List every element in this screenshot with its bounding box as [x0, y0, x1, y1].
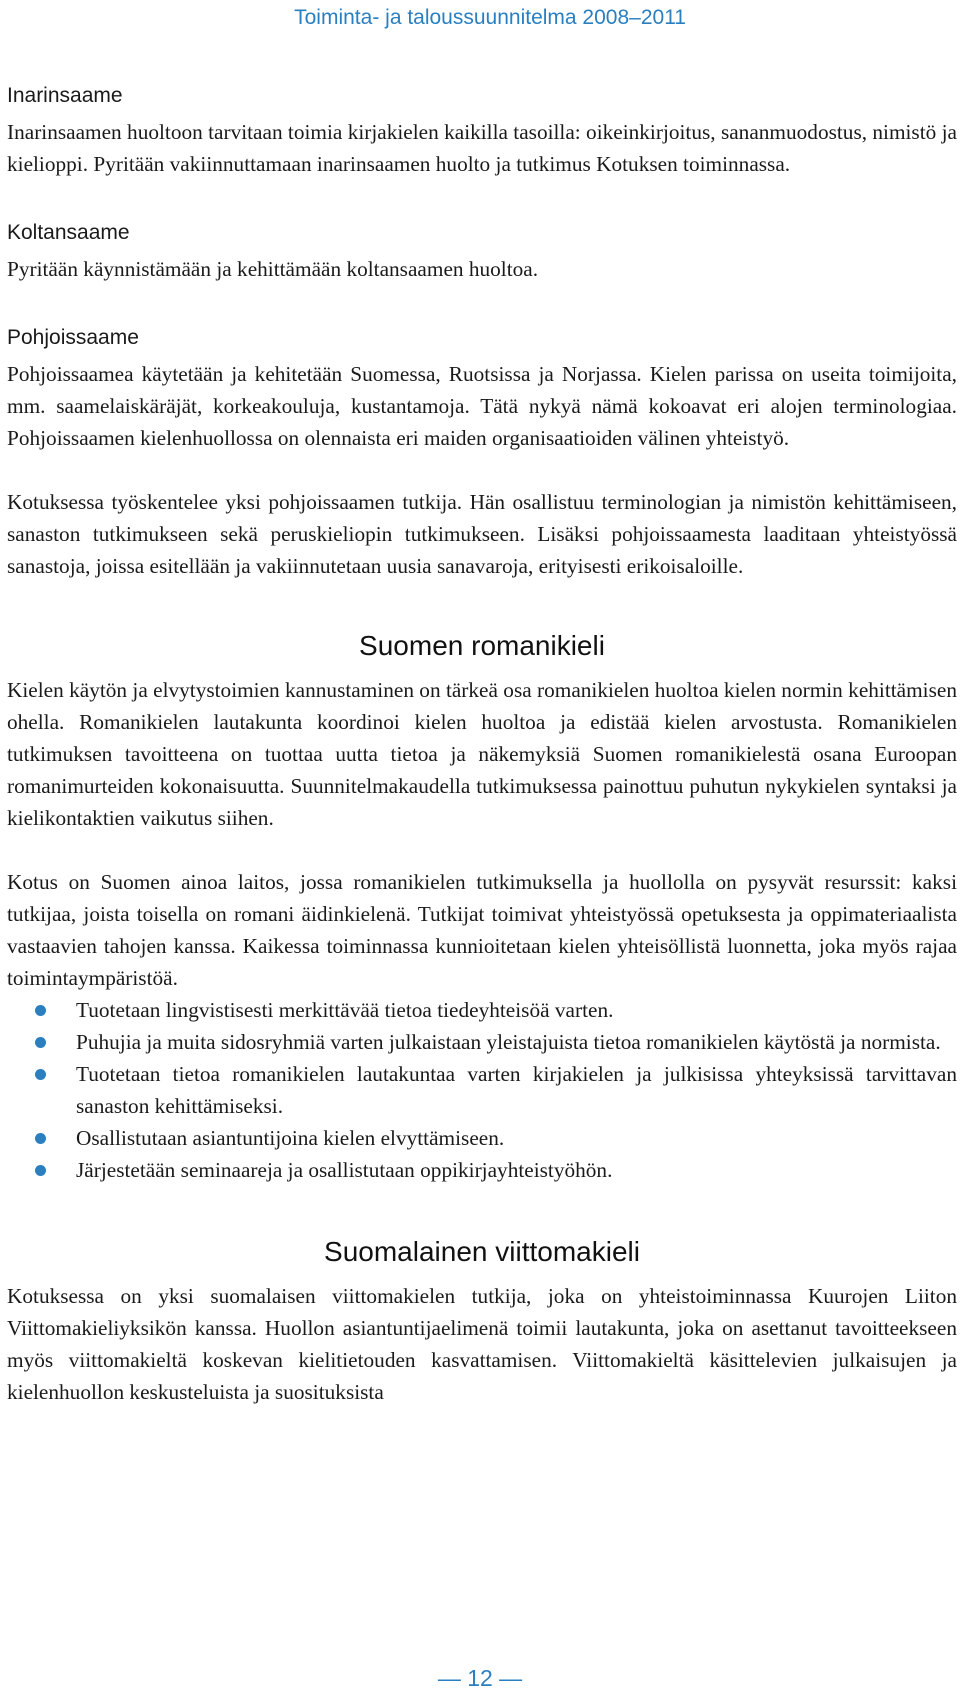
bullet-icon: [35, 1005, 46, 1016]
running-header: Toiminta- ja taloussuunnitelma 2008–2011: [294, 6, 686, 29]
bullet-icon: [35, 1069, 46, 1080]
list-item: [7, 1026, 957, 1058]
heading-romanikieli: Suomen romanikieli: [359, 630, 605, 661]
list-item: [7, 1154, 957, 1186]
romanikieli-bullet-list: [7, 994, 957, 1186]
bullet-icon: [35, 1133, 46, 1144]
paragraph-inarinsaame: Inarinsaamen huoltoon tarvitaan toimia kirjakielen kaikilla tasoilla: oikeinkirjoitus, sananmuodostus, nimistö ja kielioppi. Pyritään vakiinnuttamaan inarinsaamen huolto ja tutkimus Kotuksen toiminnassa.: [7, 120, 957, 176]
list-item-text: Puhujia ja muita sidosryhmiä varten julkaistaan yleistajuista tietoa romanikielen käytöstä ja normista.: [76, 1030, 941, 1054]
bullet-icon: [35, 1165, 46, 1176]
list-item-text: Osallistutaan asiantuntijoina kielen elvyttämiseen.: [76, 1126, 505, 1150]
list-item: [7, 1058, 957, 1122]
paragraph-pohjoissaame-2: Kotuksessa työskentelee yksi pohjoissaamen tutkija. Hän osallistuu terminologian ja nimistön kehittämiseen, sanaston tutkimukseen sekä peruskieliopin tutkimukseen. Lisäksi pohjoissaamesta laaditaan yhteistyössä sanastoja, joissa esitellään ja vakiinnutetaan uusia sanavaroja, erityisesti erikoisaloille.: [7, 490, 957, 578]
paragraph-romanikieli-1: Kielen käytön ja elvytystoimien kannustaminen on tärkeä osa romanikielen huoltoa kielen normin kehittämisen ohella. Romanikielen lautakunta koordinoi kielen huoltoa ja edistää kielen arvostusta. Romanikielen tutkimuksen tavoitteena on tuottaa uutta tietoa ja näkemyksiä Suomen romanikielestä osana Euroopan romanimurteiden kokonaisuutta. Suunnitelmakaudella tutkimuksessa painottuu puhutun nykykielen syntaksi ja kielikontaktien vaikutus siihen.: [7, 678, 957, 830]
bullet-icon: [35, 1037, 46, 1048]
page-number: — 12 —: [437, 1665, 523, 1691]
heading-inarinsaame: Inarinsaame: [7, 84, 123, 107]
paragraph-viittomakieli: Kotuksessa on yksi suomalaisen viittomakielen tutkija, joka on yhteistoiminnassa Kuurojen Liiton Viittomakieliyksikön kanssa. Huollon asiantuntijaelimenä toimii lautakunta, joka on asettanut tavoitteekseen myös viittomakieltä koskevan kielitietouden kasvattamisen. Viittomakieltä käsittelevien julkaisujen ja kielenhuollon keskusteluista ja suosituksista: [7, 1284, 957, 1404]
list-item-text: Tuotetaan lingvistisesti merkittävää tietoa tiedeyhteisöä varten.: [76, 998, 614, 1022]
page-content: [7, 80, 957, 1408]
heading-koltansaame: Koltansaame: [7, 221, 130, 244]
paragraph-pohjoissaame-1: Pohjoissaamea käytetään ja kehitetään Suomessa, Ruotsissa ja Norjassa. Kielen parissa on useita toimijoita, mm. saamelaiskäräjät, korkeakouluja, kustantamoja. Tätä nykyä nämä kokoavat eri alojen terminologiaa. Pohjoissaamen kielenhuollossa on olennaista eri maiden organisaatioiden välinen yhteistyö.: [7, 362, 957, 450]
paragraph-romanikieli-2: Kotus on Suomen ainoa laitos, jossa romanikielen tutkimuksella ja huollolla on pysyvät resurssit: kaksi tutkijaa, joista toisella on romani äidinkielenä. Tutkijat toimivat yhteistyössä opetuksesta ja oppimateriaalista vastaavien tahojen kanssa. Kaikessa toiminnassa kunnioitetaan kielen yhteisöllistä luonnetta, joka myös rajaa toimintaympäristöä.: [7, 870, 957, 990]
paragraph-koltansaame: Pyritään käynnistämään ja kehittämään koltansaamen huoltoa.: [7, 257, 539, 281]
heading-viittomakieli: Suomalainen viittomakieli: [324, 1236, 640, 1267]
list-item-text: Järjestetään seminaareja ja osallistutaan oppikirjayhteistyöhön.: [76, 1158, 613, 1182]
list-item: [7, 1122, 957, 1154]
heading-pohjoissaame: Pohjoissaame: [7, 326, 139, 349]
list-item-text: Tuotetaan tietoa romanikielen lautakuntaa varten kirjakielen ja julkisissa yhteyksissä tarvittavan sanaston kehittämiseksi.: [76, 1062, 957, 1118]
list-item: [7, 994, 957, 1026]
